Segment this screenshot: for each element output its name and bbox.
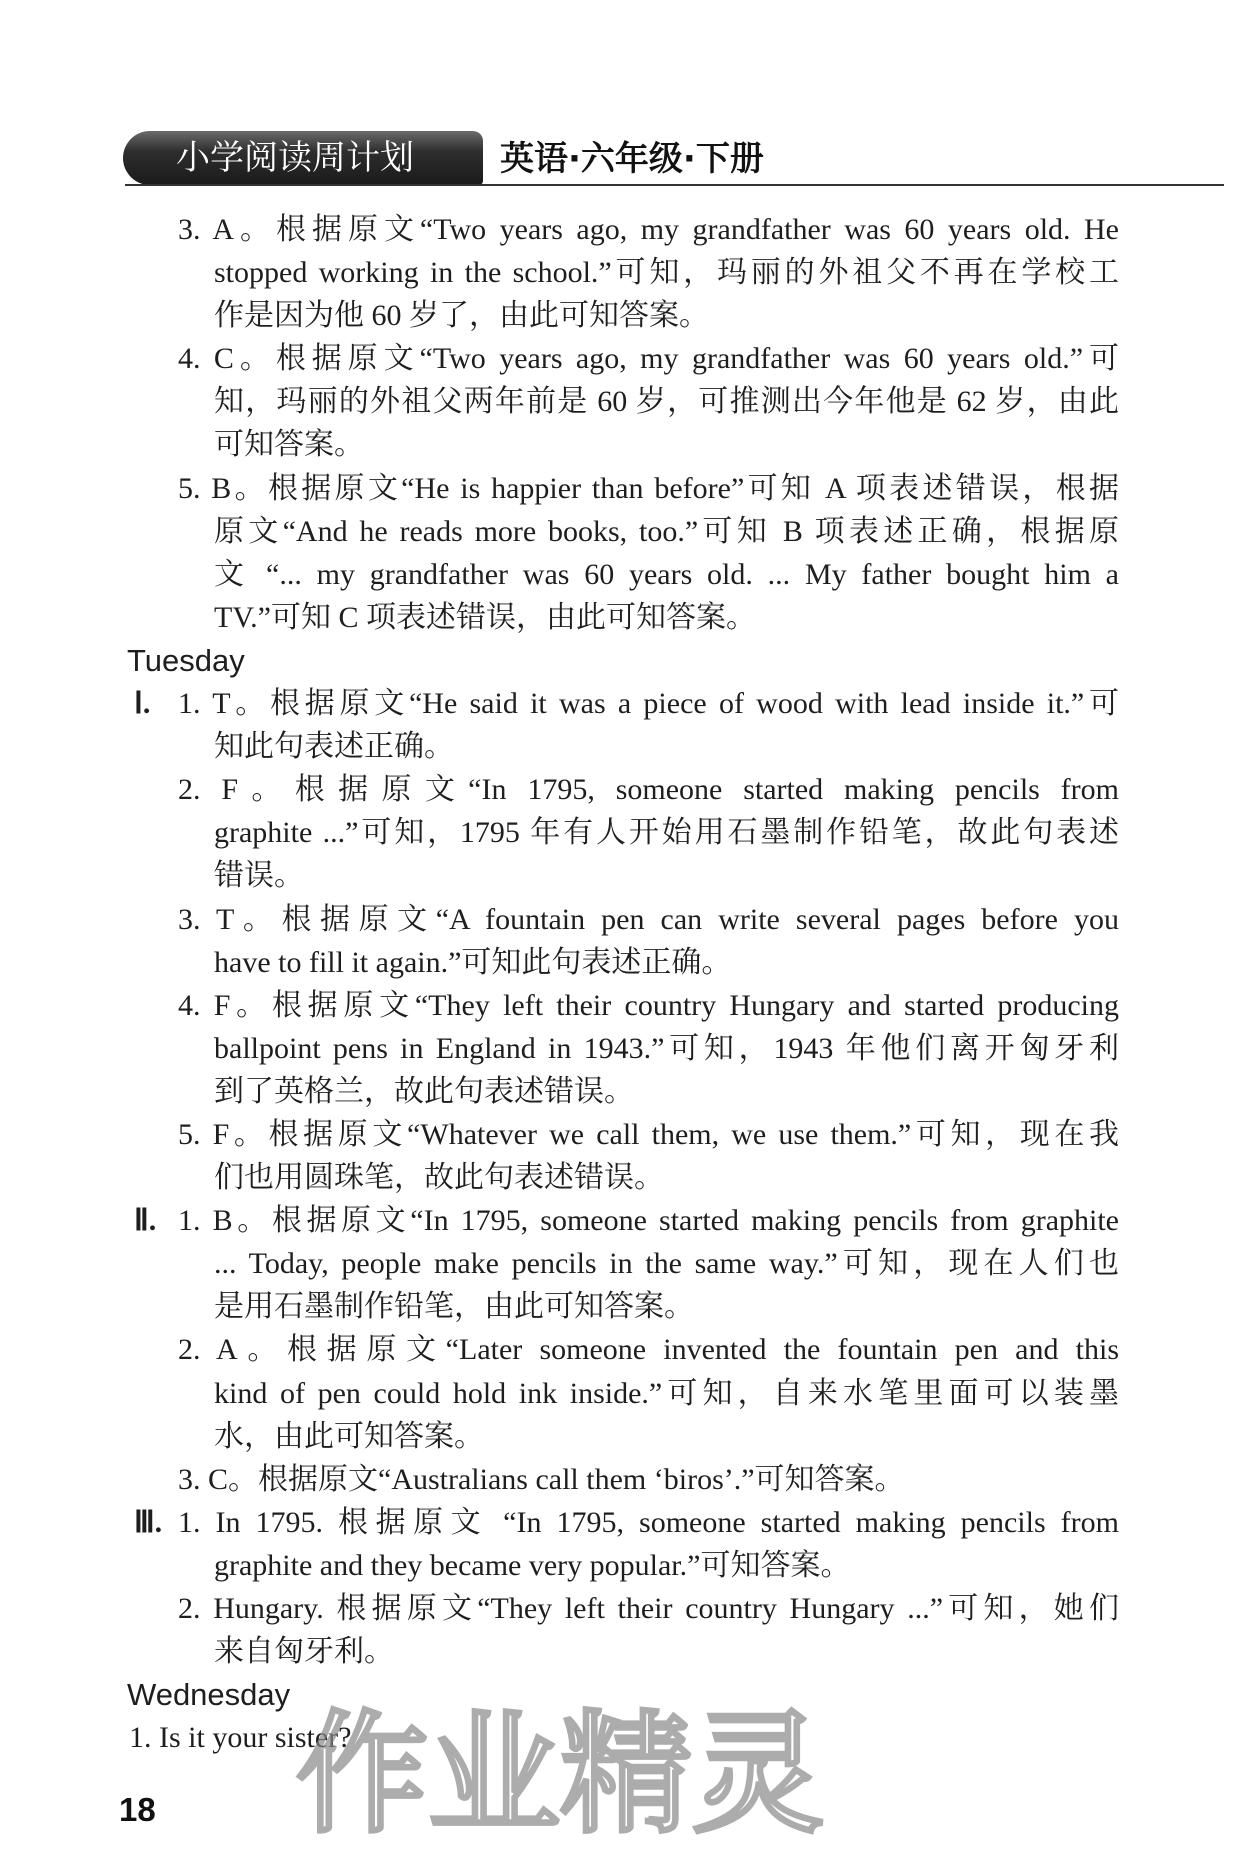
answer-line: 3. A。根据原文“Two years ago, my grandfather was 60 years old. He [178, 213, 1119, 246]
answer-line: 错误。 [214, 859, 304, 893]
answer-line [134, 682, 1119, 725]
answer-item [0, 1199, 1250, 1328]
watermark-text: 作业精灵 [296, 1698, 824, 1850]
part-numeral: Ⅱ. [134, 1204, 157, 1238]
answer-line: have to fill it again.”可知此句表述正确。 [214, 945, 732, 979]
answer-item [0, 1458, 1250, 1501]
answer-line: 水，由此可知答案。 [214, 1419, 484, 1453]
answer-line: 1. Is it your sister? [129, 1721, 352, 1755]
answer-line: 们也用圆珠笔，故此句表述错误。 [214, 1161, 664, 1195]
header-rule [125, 184, 1224, 186]
answer-line-text: 1. T。根据原文“He said it was a piece of wood with lead inside it.”可 [178, 687, 1119, 721]
part-iii [0, 1501, 1250, 1673]
answer-line [134, 1501, 1119, 1544]
answer-line: 知此句表述正确。 [214, 730, 454, 764]
answer-line: 4. C。根据原文“Two years ago, my grandfather was 60 years old.”可 [178, 342, 1119, 376]
answer-line: 知，玛丽的外祖父两年前是 60 岁，可推测出今年他是 62 岁，由此 [214, 385, 1119, 419]
answer-line: 文 “... my grandfather was 60 years old. ... My father bought him a [214, 557, 1119, 591]
answer-body [0, 208, 1250, 1759]
answer-item [0, 208, 1250, 337]
answer-item [0, 898, 1250, 984]
answer-item [0, 1587, 1250, 1673]
answer-item [0, 1501, 1250, 1587]
answer-line: 可知答案。 [214, 428, 364, 462]
answer-line: 2. A。根据原文“Later someone invented the fountain pen and this [178, 1333, 1119, 1367]
answer-item [0, 984, 1250, 1113]
answer-item [0, 1328, 1250, 1457]
answer-line: ... Today, people make pencils in the same way.”可知，现在人们也 [214, 1247, 1119, 1281]
answer-line: TV.”可知 C 项表述错误，由此可知答案。 [214, 600, 756, 634]
answer-item [0, 1113, 1250, 1199]
series-title: 小学阅读周计划 [176, 138, 414, 178]
answer-line: graphite and they became very popular.”可知答案。 [214, 1548, 851, 1582]
answer-line: 作是因为他 60 岁了，由此可知答案。 [214, 299, 709, 333]
part-numeral: Ⅲ. [134, 1505, 163, 1539]
answer-line: graphite ...”可知，1795 年有人开始用石墨制作铅笔，故此句表述 [214, 816, 1119, 850]
answer-item [0, 337, 1250, 466]
answer-item [0, 768, 1250, 897]
answer-line: ballpoint pens in England in 1943.”可知，1943 年他们离开匈牙利 [214, 1031, 1119, 1065]
answer-line: 5. B。根据原文“He is happier than before”可知 A 项表述错误，根据 [178, 471, 1119, 505]
answer-line: 5. F。根据原文“Whatever we call them, we use them.”可知，现在我 [178, 1117, 1119, 1151]
answer-line: stopped working in the school.”可知，玛丽的外祖父不再在学校工 [214, 256, 1119, 290]
part-i [0, 682, 1250, 1199]
answer-line: 4. F。根据原文“They left their country Hungary and started producing [178, 988, 1119, 1022]
day-heading-wednesday: Wednesday [127, 1677, 291, 1713]
watermark [290, 1680, 860, 1850]
answer-line: 是用石墨制作铅笔，由此可知答案。 [214, 1290, 694, 1324]
answer-line: 2. Hungary. 根据原文“They left their country Hungary ...”可知，她们 [178, 1592, 1119, 1625]
part-numeral: Ⅰ. [134, 687, 151, 721]
answer-line-text: 1. B。根据原文“In 1795, someone started making pencils from graphite [178, 1204, 1119, 1238]
answer-line: 3. C。根据原文“Australians call them ‘biros’.”可知答案。 [178, 1462, 905, 1496]
part-ii [0, 1199, 1250, 1501]
answer-line: 原文“And he reads more books, too.”可知 B 项表述正确，根据原 [214, 514, 1119, 548]
answer-item [0, 682, 1250, 768]
answer-line: kind of pen could hold ink inside.”可知，自来水笔里面可以装墨 [214, 1376, 1119, 1410]
book-title: 英语·六年级·下册 [500, 139, 764, 179]
page-number: 18 [119, 1791, 156, 1828]
answer-line: 到了英格兰，故此句表述错误。 [214, 1074, 634, 1108]
answer-line: 2. F。根据原文“In 1795, someone started making pencils from [178, 773, 1119, 807]
answer-line: 来自匈牙利。 [214, 1635, 394, 1669]
answer-item [0, 467, 1250, 639]
day-heading-tuesday: Tuesday [127, 642, 245, 678]
answer-line-text: 1. In 1795. 根据原文 “In 1795, someone started making pencils from [178, 1505, 1119, 1539]
answer-line [134, 1199, 1119, 1242]
answer-line: 3. T。根据原文“A fountain pen can write several pages before you [178, 902, 1119, 936]
